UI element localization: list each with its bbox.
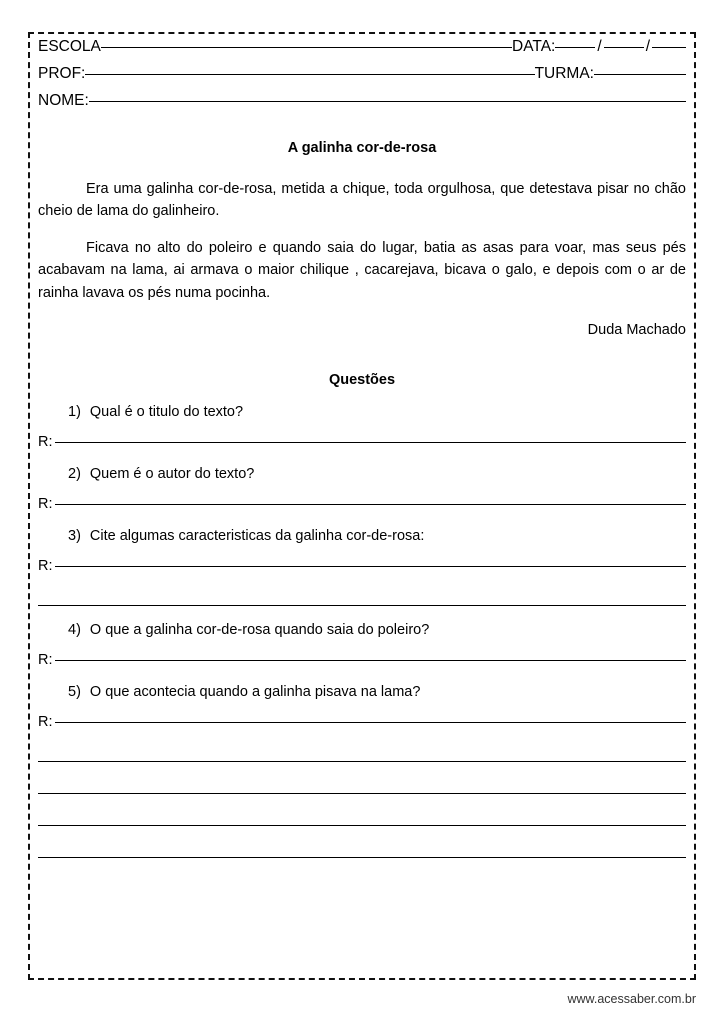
turma-input-rule[interactable] [594,74,686,75]
field-row-nome [38,92,686,110]
answer-input-rule[interactable] [55,566,687,567]
question-label: O que acontecia quando a galinha pisava na lama? [89,684,421,701]
answer-extra-line[interactable] [38,857,686,858]
question-item [38,622,686,668]
question-text-row [38,466,686,482]
nome-input-rule[interactable] [89,101,686,102]
answer-extra-line[interactable] [38,825,686,826]
prof-input-rule[interactable] [85,74,534,75]
turma-label: TURMA: [534,65,594,82]
field-row-escola-data [38,38,686,56]
question-text-row [38,684,686,700]
question-number: 1) [68,404,81,421]
answer-prefix: R: [38,714,53,731]
escola-input-rule[interactable] [101,47,512,48]
nome-label: NOME: [38,92,89,109]
story-paragraph-1: Era uma galinha cor-de-rosa, metida a chique, toda orgulhosa, que detestava pisar no chão cheio de lama do galinheiro. [38,181,686,220]
question-number: 3) [68,528,81,545]
field-row-prof-turma [38,65,686,83]
escola-label: ESCOLA [38,38,101,55]
date-separator-2: / [645,38,650,55]
answer-row [38,714,686,730]
prof-label: PROF: [38,65,86,82]
data-year-rule[interactable] [652,47,686,48]
answer-prefix: R: [38,434,53,451]
answer-prefix: R: [38,558,53,575]
date-separator-1: / [597,38,602,55]
story-title: A galinha cor-de-rosa [287,140,437,156]
answer-input-rule[interactable] [55,442,687,443]
answer-extra-line[interactable] [38,761,686,762]
data-month-rule[interactable] [604,47,644,48]
question-label: Qual é o titulo do texto? [89,404,244,421]
question-number: 4) [68,622,81,639]
answer-input-rule[interactable] [55,504,687,505]
question-item [38,404,686,450]
questions-heading: Questões [328,372,396,389]
worksheet-content [38,38,686,974]
answer-row [38,558,686,574]
answer-row [38,434,686,450]
answer-extra-line[interactable] [38,793,686,794]
question-label: Quem é o autor do texto? [89,466,255,483]
site-url: www.acessaber.com.br [567,992,696,1006]
question-label: Cite algumas caracteristicas da galinha cor-de-rosa: [89,528,425,545]
answer-input-rule[interactable] [55,660,687,661]
question-label: O que a galinha cor-de-rosa quando saia do poleiro? [89,622,430,639]
answer-input-rule[interactable] [55,722,687,723]
story-author: Duda Machado [587,322,686,339]
question-item [38,466,686,512]
question-item [38,684,686,858]
question-text-row [38,404,686,420]
question-text-row [38,528,686,544]
answer-prefix: R: [38,652,53,669]
question-number: 5) [68,684,81,701]
data-day-rule[interactable] [555,47,595,48]
question-item [38,528,686,606]
data-label: DATA: [512,38,556,55]
answer-row [38,652,686,668]
answer-prefix: R: [38,496,53,513]
question-number: 2) [68,466,81,483]
answer-extra-line[interactable] [38,605,686,606]
answer-row [38,496,686,512]
story-paragraph-2: Ficava no alto do poleiro e quando saia do lugar, batia as asas para voar, mas seus pés acabavam na lama, ai armava o maior chilique , cacarejava, bicava o galo, e depois com o ar de rainha lavava os pés numa pocinha. [38,239,686,301]
question-text-row [38,622,686,638]
footer [0,992,696,1006]
